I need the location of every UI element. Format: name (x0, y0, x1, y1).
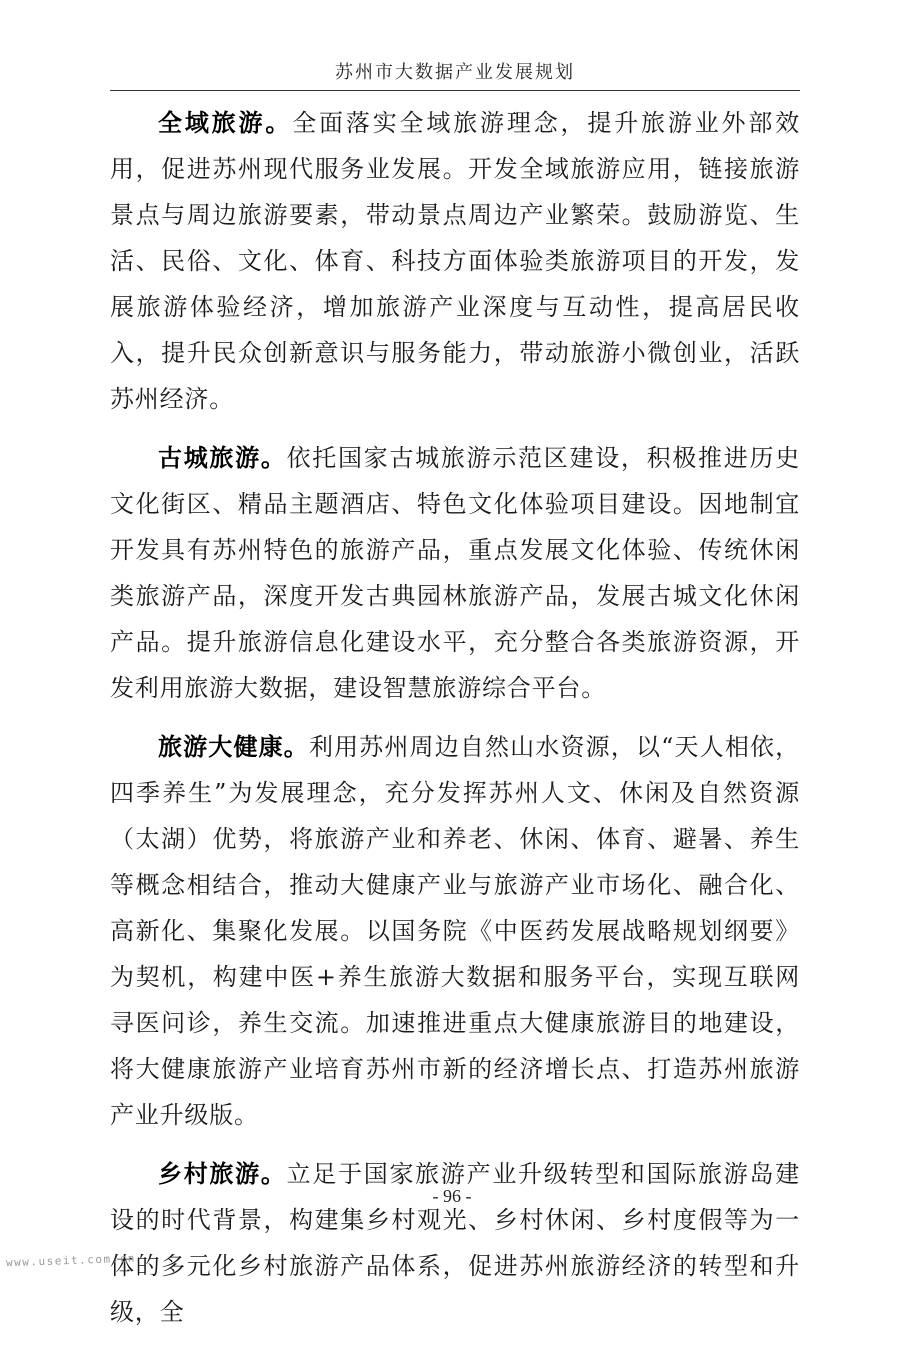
page-number: - 96 - (432, 1186, 472, 1206)
paragraph-body: 依托国家古城旅游示范区建设，积极推进历史文化街区、精品主题酒店、特色文化体验项目建设。因地制宜开发具有苏州特色的旅游产品，重点发展文化体验、传统休闲类旅游产品，深度开发古典园林旅游产品，发展古城文化休闲产品。提升旅游信息化建设水平，充分整合各类旅游资源，开发利用旅游大数据，建设智慧旅游综合平台。 (110, 444, 801, 702)
running-header-title: 苏州市大数据产业发展规划 (335, 62, 575, 83)
paragraph-heading: 乡村旅游。 (158, 1160, 287, 1188)
paragraph-rural-tourism (110, 1151, 800, 1335)
paragraph-health-tourism (110, 724, 800, 1138)
paragraph-body: 利用苏州周边自然山水资源，以“天人相依，四季养生”为发展理念，充分发挥苏州人文、休闲及自然资源（太湖）优势，将旅游产业和养老、休闲、体育、避暑、养生等概念相结合，推动大健康产业与旅游产业市场化、融合化、高新化、集聚化发展。以国务院《中医药发展战略规划纲要》为契机，构建中医+养生旅游大数据和服务平台，实现互联网寻医问诊，养生交流。加速推进重点大健康旅游目的地建设，将大健康旅游产业培育苏州市新的经济增长点、打造苏州旅游产业升级版。 (110, 733, 800, 1129)
paragraph-heading: 全域旅游。 (158, 109, 293, 137)
header-divider (110, 90, 800, 91)
paragraph-ancient-city-tourism (110, 435, 800, 711)
paragraph-body: 立足于国家旅游产业升级转型和国际旅游岛建设的时代背景，构建集乡村观光、乡村休闲、乡村度假等为一体的多元化乡村旅游产品体系，促进苏州旅游经济的转型和升级，全 (110, 1160, 801, 1326)
paragraph-heading: 旅游大健康。 (158, 733, 309, 761)
paragraph-body: 全面落实全域旅游理念，提升旅游业外部效用，促进苏州现代服务业发展。开发全域旅游应用，链接旅游景点与周边旅游要素，带动景点周边产业繁荣。鼓励游览、生活、民俗、文化、体育、科技方面体验类旅游项目的开发，发展旅游体验经济，增加旅游产业深度与互动性，提高居民收入，提升民众创新意识与服务能力，带动旅游小微创业，活跃苏州经济。 (110, 109, 801, 413)
site-watermark: www.useit.com.cn (5, 1251, 137, 1270)
paragraph-quanyu-tourism (110, 100, 800, 422)
body-text (110, 100, 800, 1348)
paragraph-heading: 古城旅游。 (158, 444, 287, 472)
